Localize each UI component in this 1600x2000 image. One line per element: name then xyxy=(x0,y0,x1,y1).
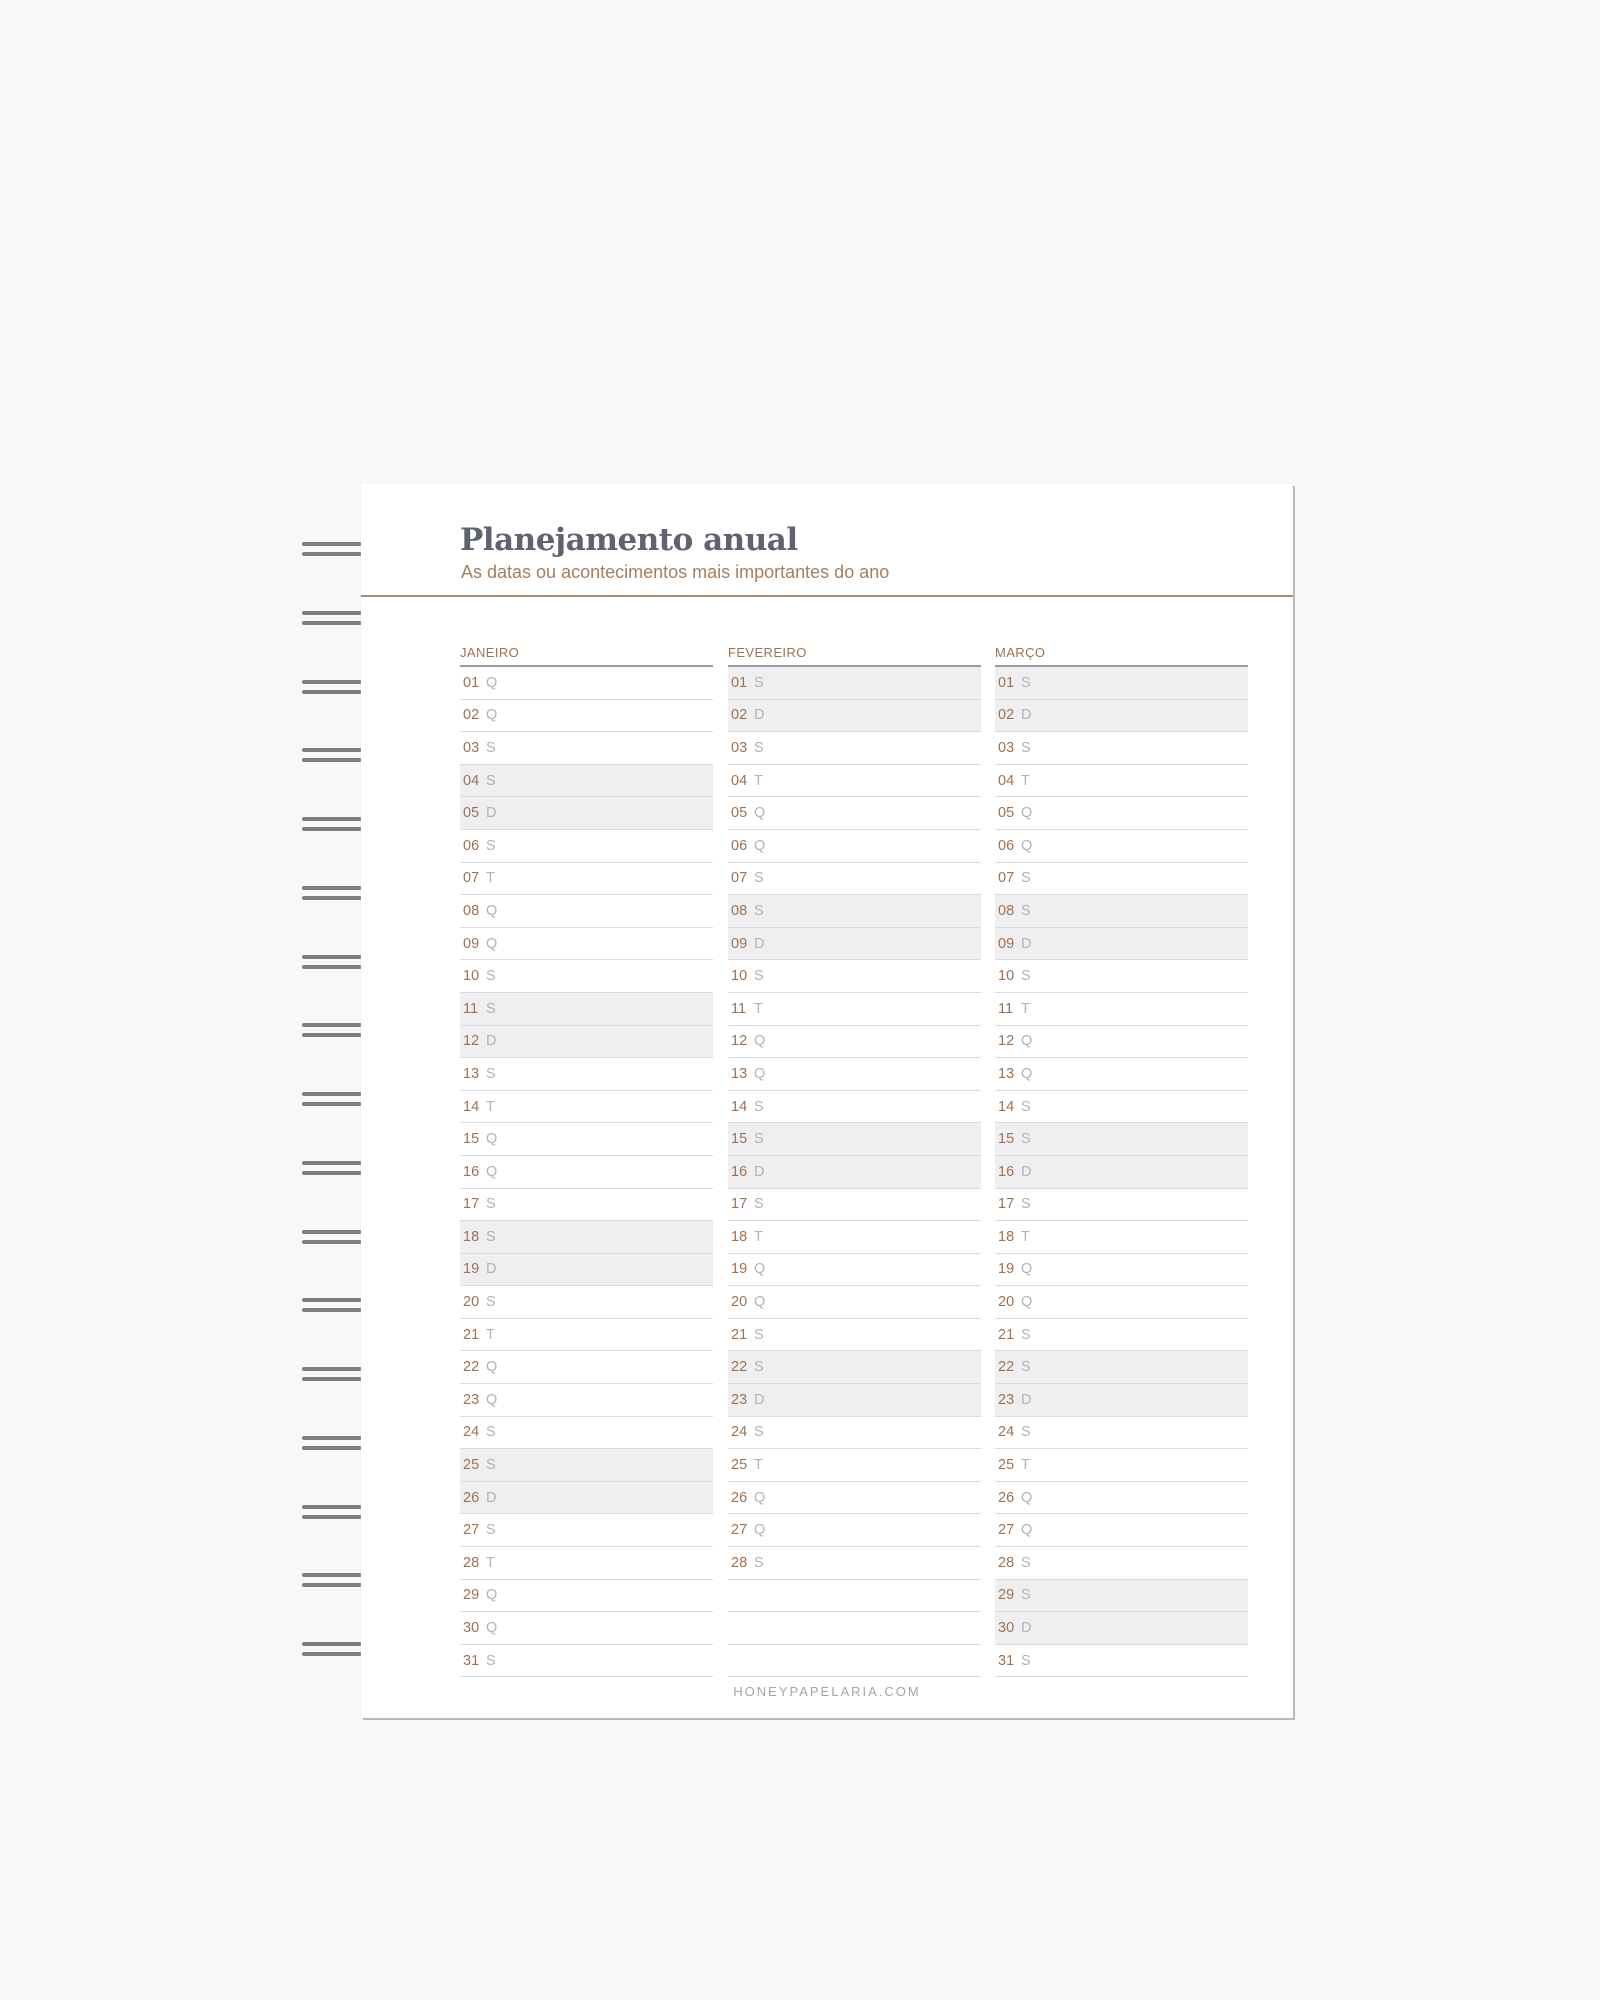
day-row xyxy=(460,830,713,863)
day-list xyxy=(995,667,1248,1677)
day-number: 14 xyxy=(731,1098,748,1115)
day-number: 24 xyxy=(463,1424,480,1441)
weekday-letter: S xyxy=(486,1457,496,1474)
day-number: 08 xyxy=(463,902,480,919)
day-row xyxy=(728,960,981,993)
weekday-letter: S xyxy=(754,870,764,887)
weekday-letter: Q xyxy=(1021,1065,1033,1082)
weekday-letter: Q xyxy=(486,902,498,919)
weekday-letter: S xyxy=(1021,1554,1031,1571)
day-row xyxy=(728,1482,981,1515)
weekday-letter: Q xyxy=(486,707,498,724)
day-row xyxy=(460,993,713,1026)
weekday-letter: Q xyxy=(1021,837,1033,854)
weekday-letter: T xyxy=(754,1000,763,1017)
day-row xyxy=(995,1156,1248,1189)
day-row xyxy=(995,1254,1248,1287)
day-number: 31 xyxy=(463,1652,480,1669)
day-number: 22 xyxy=(731,1359,748,1376)
weekday-letter: S xyxy=(486,1294,496,1311)
day-number: 17 xyxy=(998,1196,1015,1213)
day-row xyxy=(460,895,713,928)
day-row xyxy=(460,797,713,830)
weekday-letter: S xyxy=(1021,674,1031,691)
weekday-letter: S xyxy=(1021,870,1031,887)
weekday-letter: T xyxy=(1021,772,1030,789)
day-row xyxy=(460,765,713,798)
weekday-letter: S xyxy=(754,1326,764,1343)
day-row xyxy=(995,1123,1248,1156)
day-number: 05 xyxy=(463,805,480,822)
day-row xyxy=(728,1189,981,1222)
day-row xyxy=(995,1417,1248,1450)
day-row xyxy=(728,1319,981,1352)
weekday-letter: T xyxy=(754,772,763,789)
day-number: 14 xyxy=(998,1098,1015,1115)
day-row xyxy=(728,797,981,830)
day-number: 11 xyxy=(731,1000,747,1017)
day-number: 22 xyxy=(998,1359,1015,1376)
day-row xyxy=(995,1645,1248,1678)
day-row xyxy=(728,700,981,733)
day-number: 26 xyxy=(731,1489,748,1506)
empty-day-row xyxy=(728,1645,981,1678)
day-row xyxy=(728,1123,981,1156)
day-row xyxy=(995,1384,1248,1417)
day-number: 20 xyxy=(731,1294,748,1311)
day-number: 02 xyxy=(731,707,748,724)
planner-page xyxy=(361,484,1293,1718)
day-row xyxy=(728,863,981,896)
weekday-letter: S xyxy=(754,902,764,919)
day-row xyxy=(460,1417,713,1450)
day-number: 07 xyxy=(463,870,480,887)
day-number: 03 xyxy=(731,739,748,756)
day-number: 02 xyxy=(463,707,480,724)
day-number: 29 xyxy=(463,1587,480,1604)
day-number: 20 xyxy=(998,1294,1015,1311)
day-number: 12 xyxy=(463,1033,480,1050)
weekday-letter: D xyxy=(754,935,765,952)
day-number: 20 xyxy=(463,1294,480,1311)
day-row xyxy=(728,1384,981,1417)
day-number: 13 xyxy=(463,1065,480,1082)
day-row xyxy=(995,1449,1248,1482)
day-number: 27 xyxy=(463,1522,480,1539)
day-row xyxy=(728,993,981,1026)
day-row xyxy=(460,1189,713,1222)
weekday-letter: S xyxy=(754,1098,764,1115)
weekday-letter: S xyxy=(1021,739,1031,756)
footer-url: HONEYPAPELARIA.COM xyxy=(733,1684,921,1699)
weekday-letter: D xyxy=(486,1033,497,1050)
day-row xyxy=(460,667,713,700)
weekday-letter: Q xyxy=(754,805,766,822)
day-row xyxy=(728,1449,981,1482)
weekday-letter: S xyxy=(1021,1424,1031,1441)
day-row xyxy=(460,1221,713,1254)
day-row xyxy=(995,732,1248,765)
day-row xyxy=(460,1482,713,1515)
day-number: 18 xyxy=(463,1228,480,1245)
day-row xyxy=(460,1580,713,1613)
day-number: 23 xyxy=(998,1391,1015,1408)
day-number: 23 xyxy=(731,1391,748,1408)
day-number: 22 xyxy=(463,1359,480,1376)
day-number: 17 xyxy=(731,1196,748,1213)
weekday-letter: S xyxy=(486,837,496,854)
weekday-letter: S xyxy=(486,1228,496,1245)
day-list xyxy=(728,667,981,1677)
weekday-letter: S xyxy=(1021,1587,1031,1604)
day-row xyxy=(995,1319,1248,1352)
day-number: 06 xyxy=(731,837,748,854)
month-column-marco xyxy=(995,639,1248,1677)
day-row xyxy=(995,1091,1248,1124)
day-row xyxy=(460,1026,713,1059)
day-number: 16 xyxy=(731,1163,748,1180)
day-row xyxy=(460,1319,713,1352)
weekday-letter: Q xyxy=(1021,1033,1033,1050)
day-row xyxy=(460,1384,713,1417)
day-row xyxy=(728,1156,981,1189)
weekday-letter: D xyxy=(1021,935,1032,952)
weekday-letter: S xyxy=(486,1000,496,1017)
day-row xyxy=(728,1547,981,1580)
day-number: 13 xyxy=(731,1065,748,1082)
weekday-letter: Q xyxy=(486,1163,498,1180)
weekday-letter: S xyxy=(486,1196,496,1213)
weekday-letter: Q xyxy=(754,1294,766,1311)
day-row xyxy=(728,732,981,765)
weekday-letter: T xyxy=(754,1457,763,1474)
day-number: 08 xyxy=(731,902,748,919)
day-row xyxy=(460,960,713,993)
weekday-letter: S xyxy=(486,968,496,985)
day-number: 28 xyxy=(463,1554,480,1571)
day-row xyxy=(728,1058,981,1091)
weekday-letter: S xyxy=(754,1196,764,1213)
day-row xyxy=(995,993,1248,1026)
day-number: 26 xyxy=(998,1489,1015,1506)
weekday-letter: T xyxy=(1021,1457,1030,1474)
weekday-letter: D xyxy=(1021,707,1032,724)
weekday-letter: S xyxy=(1021,1098,1031,1115)
weekday-letter: T xyxy=(1021,1000,1030,1017)
day-number: 09 xyxy=(463,935,480,952)
day-row xyxy=(995,667,1248,700)
day-number: 21 xyxy=(731,1326,748,1343)
weekday-letter: S xyxy=(486,1424,496,1441)
day-row xyxy=(995,1286,1248,1319)
day-number: 11 xyxy=(463,1000,479,1017)
weekday-letter: D xyxy=(486,1261,497,1278)
day-row xyxy=(460,1091,713,1124)
empty-day-row xyxy=(728,1580,981,1613)
weekday-letter: S xyxy=(486,1065,496,1082)
day-number: 18 xyxy=(998,1228,1015,1245)
month-column-fevereiro xyxy=(728,639,981,1677)
weekday-letter: D xyxy=(754,707,765,724)
day-number: 01 xyxy=(463,674,480,691)
weekday-letter: Q xyxy=(486,1620,498,1637)
day-row xyxy=(460,1286,713,1319)
day-number: 14 xyxy=(463,1098,480,1115)
day-row xyxy=(728,830,981,863)
day-row xyxy=(995,797,1248,830)
day-number: 01 xyxy=(731,674,748,691)
day-number: 03 xyxy=(998,739,1015,756)
day-row xyxy=(460,1123,713,1156)
page-title: Planejamento anual xyxy=(460,522,798,558)
day-number: 21 xyxy=(998,1326,1015,1343)
day-row xyxy=(728,1417,981,1450)
day-number: 24 xyxy=(998,1424,1015,1441)
day-row xyxy=(728,1254,981,1287)
day-row xyxy=(728,1286,981,1319)
day-row xyxy=(460,1612,713,1645)
month-name: FEVEREIRO xyxy=(728,639,981,667)
day-number: 03 xyxy=(463,739,480,756)
day-number: 17 xyxy=(463,1196,480,1213)
weekday-letter: S xyxy=(754,968,764,985)
day-number: 10 xyxy=(998,968,1015,985)
weekday-letter: Q xyxy=(486,1359,498,1376)
weekday-letter: S xyxy=(1021,1359,1031,1376)
day-row xyxy=(995,1026,1248,1059)
weekday-letter: T xyxy=(754,1228,763,1245)
day-row xyxy=(995,863,1248,896)
weekday-letter: Q xyxy=(1021,805,1033,822)
day-row xyxy=(995,1058,1248,1091)
day-row xyxy=(995,895,1248,928)
weekday-letter: S xyxy=(754,1554,764,1571)
weekday-letter: D xyxy=(754,1163,765,1180)
day-row xyxy=(728,1351,981,1384)
day-number: 09 xyxy=(998,935,1015,952)
day-number: 04 xyxy=(998,772,1015,789)
day-row xyxy=(995,1482,1248,1515)
day-row xyxy=(460,1449,713,1482)
weekday-letter: D xyxy=(1021,1620,1032,1637)
weekday-letter: Q xyxy=(486,1131,498,1148)
day-row xyxy=(460,1351,713,1384)
day-row xyxy=(995,1514,1248,1547)
day-row xyxy=(728,1221,981,1254)
weekday-letter: S xyxy=(1021,1131,1031,1148)
weekday-letter: D xyxy=(486,1489,497,1506)
day-number: 09 xyxy=(731,935,748,952)
weekday-letter: Q xyxy=(486,674,498,691)
weekday-letter: S xyxy=(486,772,496,789)
day-number: 05 xyxy=(731,805,748,822)
day-row xyxy=(995,1612,1248,1645)
day-number: 25 xyxy=(731,1457,748,1474)
day-number: 15 xyxy=(731,1131,748,1148)
day-number: 19 xyxy=(463,1261,480,1278)
day-number: 07 xyxy=(731,870,748,887)
day-number: 27 xyxy=(731,1522,748,1539)
day-number: 21 xyxy=(463,1326,480,1343)
day-row xyxy=(460,1156,713,1189)
weekday-letter: S xyxy=(1021,1652,1031,1669)
day-row xyxy=(460,1547,713,1580)
weekday-letter: D xyxy=(1021,1163,1032,1180)
day-number: 19 xyxy=(998,1261,1015,1278)
weekday-letter: D xyxy=(754,1391,765,1408)
day-number: 11 xyxy=(998,1000,1014,1017)
weekday-letter: T xyxy=(486,870,495,887)
day-number: 04 xyxy=(463,772,480,789)
weekday-letter: S xyxy=(1021,968,1031,985)
weekday-letter: S xyxy=(1021,1196,1031,1213)
day-row xyxy=(728,1514,981,1547)
weekday-letter: S xyxy=(754,1424,764,1441)
day-row xyxy=(460,1645,713,1678)
weekday-letter: S xyxy=(754,674,764,691)
month-name: MARÇO xyxy=(995,639,1248,667)
day-row xyxy=(460,732,713,765)
day-number: 27 xyxy=(998,1522,1015,1539)
day-number: 15 xyxy=(463,1131,480,1148)
day-number: 25 xyxy=(998,1457,1015,1474)
day-number: 10 xyxy=(463,968,480,985)
day-number: 12 xyxy=(731,1033,748,1050)
weekday-letter: Q xyxy=(754,1489,766,1506)
day-row xyxy=(460,1514,713,1547)
day-row xyxy=(460,928,713,961)
day-number: 26 xyxy=(463,1489,480,1506)
day-row xyxy=(728,928,981,961)
day-number: 29 xyxy=(998,1587,1015,1604)
day-number: 08 xyxy=(998,902,1015,919)
day-row xyxy=(728,667,981,700)
empty-day-row xyxy=(728,1612,981,1645)
day-row xyxy=(995,1189,1248,1222)
weekday-letter: Q xyxy=(486,935,498,952)
weekday-letter: S xyxy=(754,1131,764,1148)
day-number: 30 xyxy=(463,1620,480,1637)
weekday-letter: D xyxy=(486,805,497,822)
day-number: 30 xyxy=(998,1620,1015,1637)
weekday-letter: S xyxy=(1021,1326,1031,1343)
weekday-letter: S xyxy=(754,1359,764,1376)
day-number: 15 xyxy=(998,1131,1015,1148)
day-row xyxy=(995,1580,1248,1613)
weekday-letter: T xyxy=(1021,1228,1030,1245)
day-number: 13 xyxy=(998,1065,1015,1082)
weekday-letter: S xyxy=(486,739,496,756)
day-number: 04 xyxy=(731,772,748,789)
day-number: 01 xyxy=(998,674,1015,691)
day-row xyxy=(995,960,1248,993)
weekday-letter: Q xyxy=(1021,1261,1033,1278)
weekday-letter: Q xyxy=(1021,1489,1033,1506)
day-number: 23 xyxy=(463,1391,480,1408)
day-row xyxy=(460,863,713,896)
weekday-letter: Q xyxy=(754,1065,766,1082)
weekday-letter: S xyxy=(486,1522,496,1539)
page-subtitle: As datas ou acontecimentos mais importantes do ano xyxy=(461,562,890,582)
day-row xyxy=(995,928,1248,961)
month-column-janeiro xyxy=(460,639,713,1677)
day-number: 06 xyxy=(463,837,480,854)
day-row xyxy=(995,1221,1248,1254)
weekday-letter: D xyxy=(1021,1391,1032,1408)
day-row xyxy=(728,895,981,928)
day-number: 07 xyxy=(998,870,1015,887)
weekday-letter: Q xyxy=(486,1587,498,1604)
day-number: 02 xyxy=(998,707,1015,724)
weekday-letter: S xyxy=(486,1652,496,1669)
weekday-letter: T xyxy=(486,1326,495,1343)
weekday-letter: Q xyxy=(754,837,766,854)
day-row xyxy=(460,1254,713,1287)
day-row xyxy=(995,1547,1248,1580)
day-number: 12 xyxy=(998,1033,1015,1050)
day-number: 28 xyxy=(998,1554,1015,1571)
day-row xyxy=(995,830,1248,863)
weekday-letter: S xyxy=(754,739,764,756)
day-number: 16 xyxy=(463,1163,480,1180)
header-divider xyxy=(361,595,1293,597)
day-row xyxy=(460,700,713,733)
day-list xyxy=(460,667,713,1677)
day-row xyxy=(728,1026,981,1059)
weekday-letter: T xyxy=(486,1098,495,1115)
day-row xyxy=(728,765,981,798)
weekday-letter: Q xyxy=(1021,1522,1033,1539)
weekday-letter: S xyxy=(1021,902,1031,919)
day-number: 31 xyxy=(998,1652,1015,1669)
weekday-letter: Q xyxy=(486,1391,498,1408)
weekday-letter: Q xyxy=(1021,1294,1033,1311)
day-number: 24 xyxy=(731,1424,748,1441)
month-name: JANEIRO xyxy=(460,639,713,667)
day-number: 06 xyxy=(998,837,1015,854)
day-row xyxy=(995,765,1248,798)
day-number: 16 xyxy=(998,1163,1015,1180)
day-number: 18 xyxy=(731,1228,748,1245)
day-row xyxy=(460,1058,713,1091)
day-number: 25 xyxy=(463,1457,480,1474)
day-number: 19 xyxy=(731,1261,748,1278)
weekday-letter: Q xyxy=(754,1522,766,1539)
weekday-letter: Q xyxy=(754,1033,766,1050)
day-row xyxy=(995,700,1248,733)
day-number: 05 xyxy=(998,805,1015,822)
day-number: 10 xyxy=(731,968,748,985)
weekday-letter: T xyxy=(486,1554,495,1571)
day-row xyxy=(995,1351,1248,1384)
weekday-letter: Q xyxy=(754,1261,766,1278)
day-number: 28 xyxy=(731,1554,748,1571)
day-row xyxy=(728,1091,981,1124)
